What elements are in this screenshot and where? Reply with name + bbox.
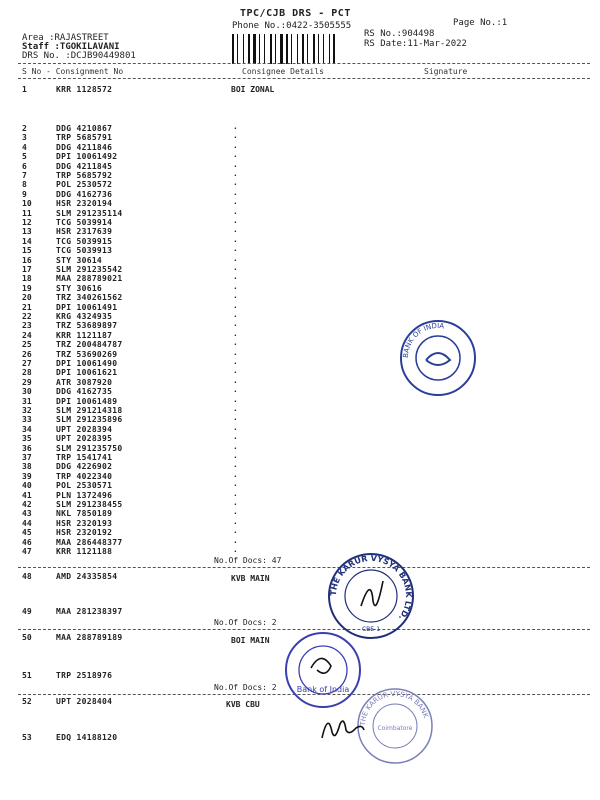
barcode-bar [280,34,283,64]
row-sno: 9 [22,189,27,199]
row-sno: 1 [22,85,27,94]
row-sno: 26 [22,349,32,359]
ditto-mark: . [233,225,238,235]
row-consignment: HSR 2320194 [56,199,113,209]
stamp-text: BANK OF INDIA [401,321,445,359]
row-consignment: DPI 10061492 [56,152,118,162]
ditto-mark: . [233,432,238,442]
barcode-bar [273,34,274,64]
consignee-details: KVB CBU [226,700,260,709]
barcode-bar [297,34,298,64]
ditto-mark: . [233,394,238,404]
doc-count: No.Of Docs: 47 [214,556,282,565]
ditto-mark: . [233,507,238,517]
boi-main-stamp [283,630,363,710]
row-sno: 36 [22,443,32,453]
barcode-bar [293,34,296,64]
row-sno: 6 [22,161,27,171]
stamp-text: Bank of India [296,685,350,694]
table-row [0,85,600,95]
table-row [0,572,600,582]
row-sno: 45 [22,528,32,538]
row-consignment: UPT 2028404 [56,697,113,706]
row-sno: 46 [22,537,32,547]
row-sno: 3 [22,133,27,143]
ditto-mark: . [233,300,238,310]
row-sno: 41 [22,490,32,500]
row-sno: 23 [22,321,32,331]
row-consignment: AMD 24335854 [56,572,118,581]
row-sno: 21 [22,302,32,312]
barcode-bar [270,34,272,64]
row-sno: 43 [22,509,32,519]
row-sno: 7 [22,171,27,180]
row-consignment: DDG 4211845 [56,161,113,171]
barcode-bar [333,34,335,64]
barcode-bar [237,34,238,64]
row-sno: 11 [22,208,32,218]
ditto-mark: . [233,253,238,263]
row-consignment: POL 2530572 [56,180,113,190]
ditto-mark: . [233,187,238,197]
ditto-mark: . [233,441,238,451]
ditto-mark: . [233,272,238,282]
ditto-mark: . [233,366,238,376]
ditto-mark: . [233,451,238,460]
row-sno: 14 [22,236,32,246]
ditto-mark: . [233,516,238,526]
consignee-details: BOI MAIN [231,636,270,645]
ditto-mark: . [233,291,238,301]
stamp-text: THE KARUR VYSYA BANK [358,689,430,727]
ditto-mark: . [233,545,238,554]
row-sno: 52 [22,697,32,706]
doc-count: No.Of Docs: 2 [214,683,277,692]
row-consignment: SLM 291214318 [56,406,123,415]
ditto-mark: . [233,263,238,272]
barcode-bar [316,34,317,64]
ditto-mark: . [233,385,238,395]
stamp-text: THE KARUR VYSYA BANK LTD. [328,553,414,622]
ditto-mark: . [233,140,238,150]
divider [18,567,590,568]
barcode-bar [232,34,234,64]
row-sno: 37 [22,453,32,462]
stamp-subtext: Coimbatore [377,725,413,732]
row-consignment: UPT 2028394 [56,424,113,434]
barcode-bar [243,34,244,64]
row-sno: 31 [22,396,32,406]
row-consignment: TRP 1541741 [56,453,113,462]
ditto-mark: . [233,319,238,329]
row-sno: 34 [22,424,32,434]
row-sno: 35 [22,434,32,444]
row-sno: 51 [22,671,32,680]
row-consignment: DDG 4226902 [56,462,113,472]
table-row [0,733,600,743]
row-consignment: SLM 291235896 [56,415,123,425]
kvb-main-stamp [326,551,416,641]
ditto-mark: . [233,338,238,348]
row-consignment: NKL 7850189 [56,509,113,519]
row-consignment: STY 30614 [56,255,103,265]
ditto-mark: . [233,526,238,536]
barcode-bar [323,34,324,64]
column-header-signature: Signature [424,67,468,76]
barcode-bar [235,34,236,64]
row-consignment: MAA 286448377 [56,537,123,547]
row-sno: 20 [22,293,32,303]
rs-date: RS Date:11-Mar-2022 [364,39,467,49]
row-consignment: TCG 5039915 [56,236,113,246]
row-consignment: DPI 10061621 [56,368,118,378]
row-consignment: HSR 2317639 [56,227,113,237]
row-sno: 18 [22,274,32,284]
ditto-mark: . [233,281,238,291]
ditto-mark: . [233,404,238,413]
row-sno: 50 [22,633,32,642]
row-consignment: TRZ 53690269 [56,349,118,359]
row-sno: 42 [22,500,32,509]
boi-zonal-stamp [398,318,478,398]
barcode-bar [266,34,269,64]
row-consignment: PLN 1372496 [56,490,113,500]
barcode-bar [286,34,288,64]
row-sno: 2 [22,124,27,133]
row-consignment: HSR 2320192 [56,528,113,538]
row-sno: 29 [22,377,32,387]
phone-number: Phone No.:0422-3505555 [232,21,352,31]
row-sno: 5 [22,152,27,162]
row-sno: 32 [22,406,32,415]
row-consignment: MAA 281238397 [56,607,123,616]
doc-count: No.Of Docs: 2 [214,618,277,627]
row-sno: 48 [22,572,32,581]
ditto-mark: . [233,197,238,207]
row-consignment: TRP 5685791 [56,133,113,143]
barcode-bar [325,34,328,64]
ditto-mark: . [233,216,238,225]
ditto-mark: . [233,178,238,188]
ditto-mark: . [233,310,238,319]
row-consignment: SLM 291235114 [56,208,123,218]
barcode-bar [264,34,265,64]
barcode-bar [289,34,290,64]
row-sno: 49 [22,607,32,616]
row-consignment: DPI 10061489 [56,396,118,406]
row-consignment: SLM 291238455 [56,500,123,509]
row-sno: 33 [22,415,32,425]
barcode-bar [275,34,276,64]
drs-number: DRS No. :DCJB90449801 [22,51,136,61]
barcode-bar [305,34,306,64]
row-sno: 40 [22,481,32,491]
row-consignment: TRZ 340261562 [56,293,123,303]
barcode-bar [261,34,263,64]
row-consignment: UPT 2028395 [56,434,113,444]
page-number: Page No.:1 [453,18,508,28]
barcode-bar [302,34,304,64]
barcode-bar [318,34,319,64]
document-title: TPC/CJB DRS - PCT [240,8,351,19]
row-consignment: MAA 288789021 [56,274,123,284]
barcode-bar [245,34,247,64]
ditto-mark: . [233,122,238,131]
row-consignment: DDG 4210867 [56,124,113,133]
barcode-bar [277,34,279,64]
row-consignment: TRP 4022340 [56,471,113,481]
ditto-mark: . [233,206,238,216]
ditto-mark: . [233,488,238,498]
barcode-bar [336,34,338,64]
row-sno: 39 [22,471,32,481]
row-sno: 38 [22,462,32,472]
row-consignment: TCG 5039913 [56,246,113,256]
row-sno: 8 [22,180,27,190]
ditto-mark: . [233,159,238,169]
row-consignment: SLM 291235750 [56,443,123,453]
ditto-mark: . [233,479,238,489]
barcode-bar [320,34,322,64]
row-consignment: POL 2530571 [56,481,113,491]
row-consignment: TCG 5039914 [56,218,113,227]
ditto-mark: . [233,150,238,160]
row-consignment: DPI 10061490 [56,359,118,368]
ditto-mark: . [233,357,238,366]
row-consignment: TRZ 53689897 [56,321,118,331]
barcode-bar [331,34,332,64]
row-sno: 13 [22,227,32,237]
barcode-bar [291,34,292,64]
consignee-details: BOI ZONAL [231,85,275,94]
ditto-mark: . [233,375,238,385]
row-sno: 47 [22,547,32,556]
barcode-bar [251,34,252,64]
barcode-bar [313,34,315,64]
ditto-mark: . [233,422,238,432]
ditto-mark: . [233,244,238,254]
table-row [0,547,600,557]
ditto-mark: . [233,131,238,141]
row-consignment: HSR 2320193 [56,518,113,528]
row-consignment: DDG 4162736 [56,189,113,199]
row-sno: 15 [22,246,32,256]
divider [18,78,590,79]
consignee-details: KVB MAIN [231,574,270,583]
row-consignment: KRG 4324935 [56,312,113,321]
barcode-bar [284,34,285,64]
ditto-mark: . [233,328,238,338]
ditto-mark: . [233,413,238,423]
row-consignment: TRZ 200484787 [56,340,123,350]
barcode-bar [248,34,250,64]
ditto-mark: . [233,469,238,479]
row-consignment: TRP 2518976 [56,671,113,680]
row-consignment: TRP 5685792 [56,171,113,180]
row-sno: 53 [22,733,32,742]
stamp-subtext: CBE-1 [361,626,381,633]
row-sno: 22 [22,312,32,321]
barcode [232,34,352,64]
row-consignment: DDG 4211846 [56,142,113,152]
barcode-bar [257,34,258,64]
ditto-mark: . [233,460,238,470]
row-consignment: KRR 1128572 [56,85,113,94]
svg-text:THE KARUR VYSYA BANK LTD. [329,554,413,622]
rs-number: RS No.:904498 [364,29,435,39]
barcode-bar [329,34,330,64]
row-sno: 10 [22,199,32,209]
ditto-mark: . [233,234,238,244]
svg-text:THE KARUR VYSYA BANK [359,690,430,727]
row-sno: 27 [22,359,32,368]
row-consignment: ATR 3087920 [56,377,113,387]
ditto-mark: . [233,169,238,178]
area-label: Area :RAJASTREET [22,33,109,43]
staff-label: Staff :TGOKILAVANI [22,42,120,52]
row-sno: 28 [22,368,32,378]
row-consignment: KRR 1121188 [56,547,113,556]
row-sno: 44 [22,518,32,528]
ditto-mark: . [233,535,238,545]
barcode-bar [239,34,242,64]
barcode-bar [253,34,256,64]
barcode-bar [307,34,308,64]
row-consignment: DPI 10061491 [56,302,118,312]
row-sno: 30 [22,387,32,397]
ditto-mark: . [233,347,238,357]
row-consignment: DDG 4162735 [56,387,113,397]
barcode-bar [299,34,301,64]
row-consignment: EDQ 14188120 [56,733,118,742]
row-sno: 24 [22,330,32,340]
row-consignment: MAA 288789189 [56,633,123,642]
ditto-mark: . [233,498,238,507]
table-row [0,607,600,617]
row-sno: 25 [22,340,32,350]
handwritten-signature [318,710,368,749]
row-consignment: KRR 1121187 [56,330,113,340]
row-sno: 17 [22,265,32,274]
column-header-sno: S No - Consignment No [22,67,124,76]
column-header-details: Consignee Details [242,67,324,76]
row-consignment: SLM 291235542 [56,265,123,274]
row-sno: 16 [22,255,32,265]
barcode-bar [309,34,312,64]
divider [18,63,590,64]
row-sno: 19 [22,283,32,293]
row-sno: 4 [22,142,27,152]
row-sno: 12 [22,218,32,227]
row-consignment: STY 30616 [56,283,103,293]
barcode-bar [259,34,260,64]
